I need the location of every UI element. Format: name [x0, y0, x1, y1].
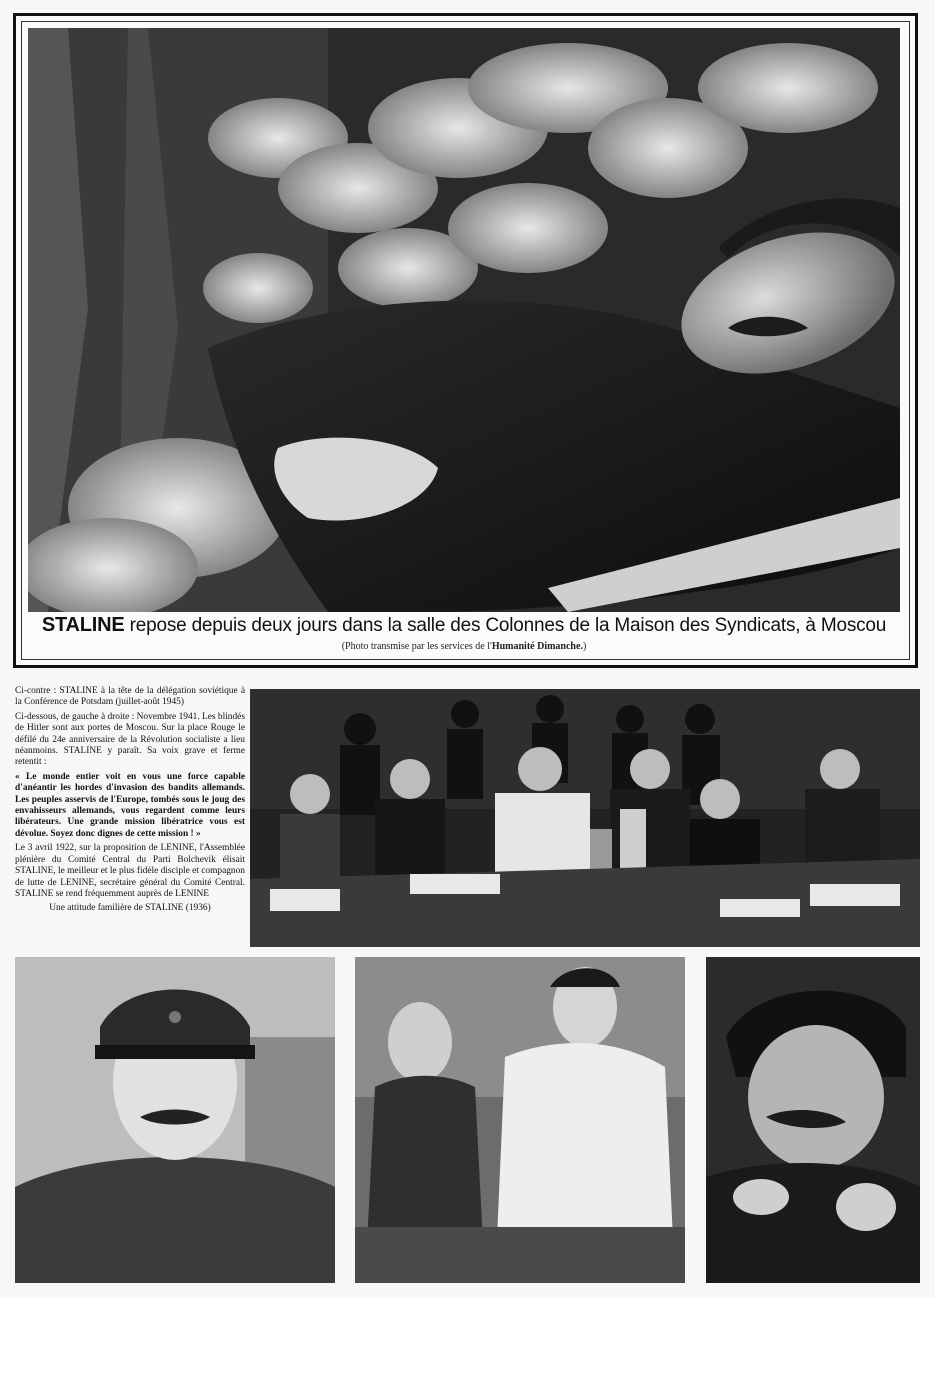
- potsdam-conference-photo: [250, 689, 920, 947]
- credit-prefix: (Photo transmise par les services de l': [341, 641, 492, 652]
- staline-1941-photo: [15, 957, 335, 1283]
- blank-bottom-margin: [0, 1298, 935, 1390]
- credit-suffix: ): [582, 641, 587, 652]
- november-1941-paragraph: Ci-dessous, de gauche à droite : Novembre 1941. Les blindés de Hitler sont aux portes de Moscou. Sur la place Rouge le défilé du 24e anniversaire de la Révolution socialiste a lieu néanmoins. STALINE y paraît. Sa voix grave et ferme retentit :: [15, 711, 245, 768]
- caption-name: STALINE: [41, 614, 125, 636]
- caption-text: repose depuis deux jours dans la salle des Colonnes de la Maison des Syndicats, à Moscou: [124, 615, 887, 636]
- side-text-column: [15, 686, 245, 952]
- staline-1936-photo: [706, 957, 920, 1283]
- main-caption: [28, 614, 900, 637]
- photo-credit: [28, 641, 900, 652]
- lying-in-state-photo: [28, 28, 900, 612]
- potsdam-paragraph: Ci-contre : STALINE à la tête de la délégation soviétique à la Conférence de Potsdam (juillet-août 1945): [15, 686, 245, 708]
- staline-lenine-photo: [355, 957, 685, 1283]
- april-1922-paragraph: Le 3 avril 1922, sur la proposition de LENINE, l'Assemblée plénière du Comité Central du Parti Bolchevik élisait STALINE, le meilleur et le plus fidèle disciple et compagnon de lutte de LENINE, secrétaire général du Comité Central. STALINE se rend fréquemment auprès de LENINE: [15, 843, 245, 899]
- familiar-attitude-caption: Une attitude familière de STALINE (1936): [49, 903, 211, 914]
- speech-quote: « Le monde entier voit en vous une force capable d'anéantir les hordes d'invasion des bandits allemands. Les peuples asservis de l'Europe, tombés sous le joug des envahisseurs allemands, vous regardent comme leurs libérateurs. Une grande mission libératrice vous est dévolue. Soyez donc dignes de cette mission ! »: [15, 771, 245, 839]
- credit-source: Humanité Dimanche.: [491, 641, 583, 652]
